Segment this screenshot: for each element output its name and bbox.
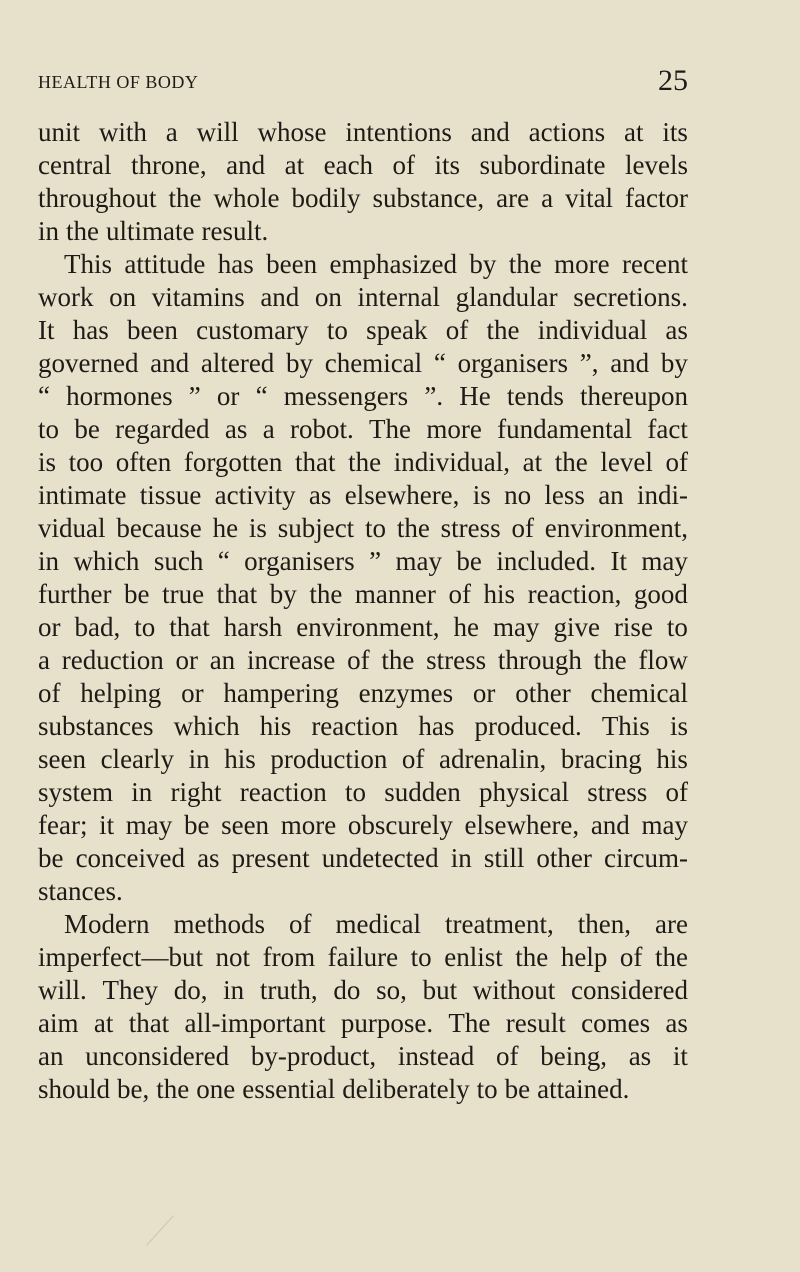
page-number: 25 — [658, 64, 688, 97]
text-line: further be true that by the manner of his reaction, good — [38, 579, 688, 609]
text-line: be conceived as present undetected in still other circum- — [38, 843, 688, 873]
running-title: HEALTH OF BODY — [38, 72, 199, 92]
text-line: imperfect—but not from failure to enlist the help of the — [38, 942, 688, 972]
text-line: Modern methods of medical treatment, then, are — [64, 909, 688, 939]
text-line: This attitude has been emphasized by the more recent — [64, 249, 688, 279]
paper-crease — [146, 1215, 174, 1245]
text-line: of helping or hampering enzymes or other chemical — [38, 678, 688, 708]
running-head — [38, 66, 688, 106]
text-line: unit with a will whose intentions and actions at its — [38, 117, 688, 147]
text-line: will. They do, in truth, do so, but without considered — [38, 975, 688, 1005]
text-line: vidual because he is subject to the stress of environment, — [38, 513, 688, 543]
text-line: “ hormones ” or “ messengers ”. He tends thereupon — [38, 381, 688, 411]
text-line: to be regarded as a robot. The more fundamental fact — [38, 414, 688, 444]
text-line: work on vitamins and on internal glandular secretions. — [38, 282, 688, 312]
text-line: in the ultimate result. — [38, 216, 269, 246]
text-line: system in right reaction to sudden physical stress of — [38, 777, 688, 807]
text-line: central throne, and at each of its subordinate levels — [38, 150, 688, 180]
text-line: aim at that all-important purpose. The result comes as — [38, 1008, 688, 1038]
text-line: fear; it may be seen more obscurely elsewhere, and may — [38, 810, 688, 840]
text-line: an unconsidered by-product, instead of being, as it — [38, 1041, 688, 1071]
text-line: in which such “ organisers ” may be included. It may — [38, 546, 688, 576]
text-line: a reduction or an increase of the stress through the flow — [38, 645, 688, 675]
text-line: substances which his reaction has produced. This is — [38, 711, 688, 741]
text-line: should be, the one essential deliberately to be attained. — [38, 1074, 630, 1104]
text-line: governed and altered by chemical “ organisers ”, and by — [38, 348, 688, 378]
text-line: intimate tissue activity as elsewhere, is no less an indi- — [38, 480, 688, 510]
text-line: stances. — [38, 876, 123, 906]
text-line: or bad, to that harsh environment, he may give rise to — [38, 612, 688, 642]
text-line: It has been customary to speak of the individual as — [38, 315, 688, 345]
text-line: is too often forgotten that the individual, at the level of — [38, 447, 688, 477]
body-text — [38, 116, 688, 1106]
text-line: seen clearly in his production of adrenalin, bracing his — [38, 744, 688, 774]
text-line: throughout the whole bodily substance, are a vital factor — [38, 183, 688, 213]
